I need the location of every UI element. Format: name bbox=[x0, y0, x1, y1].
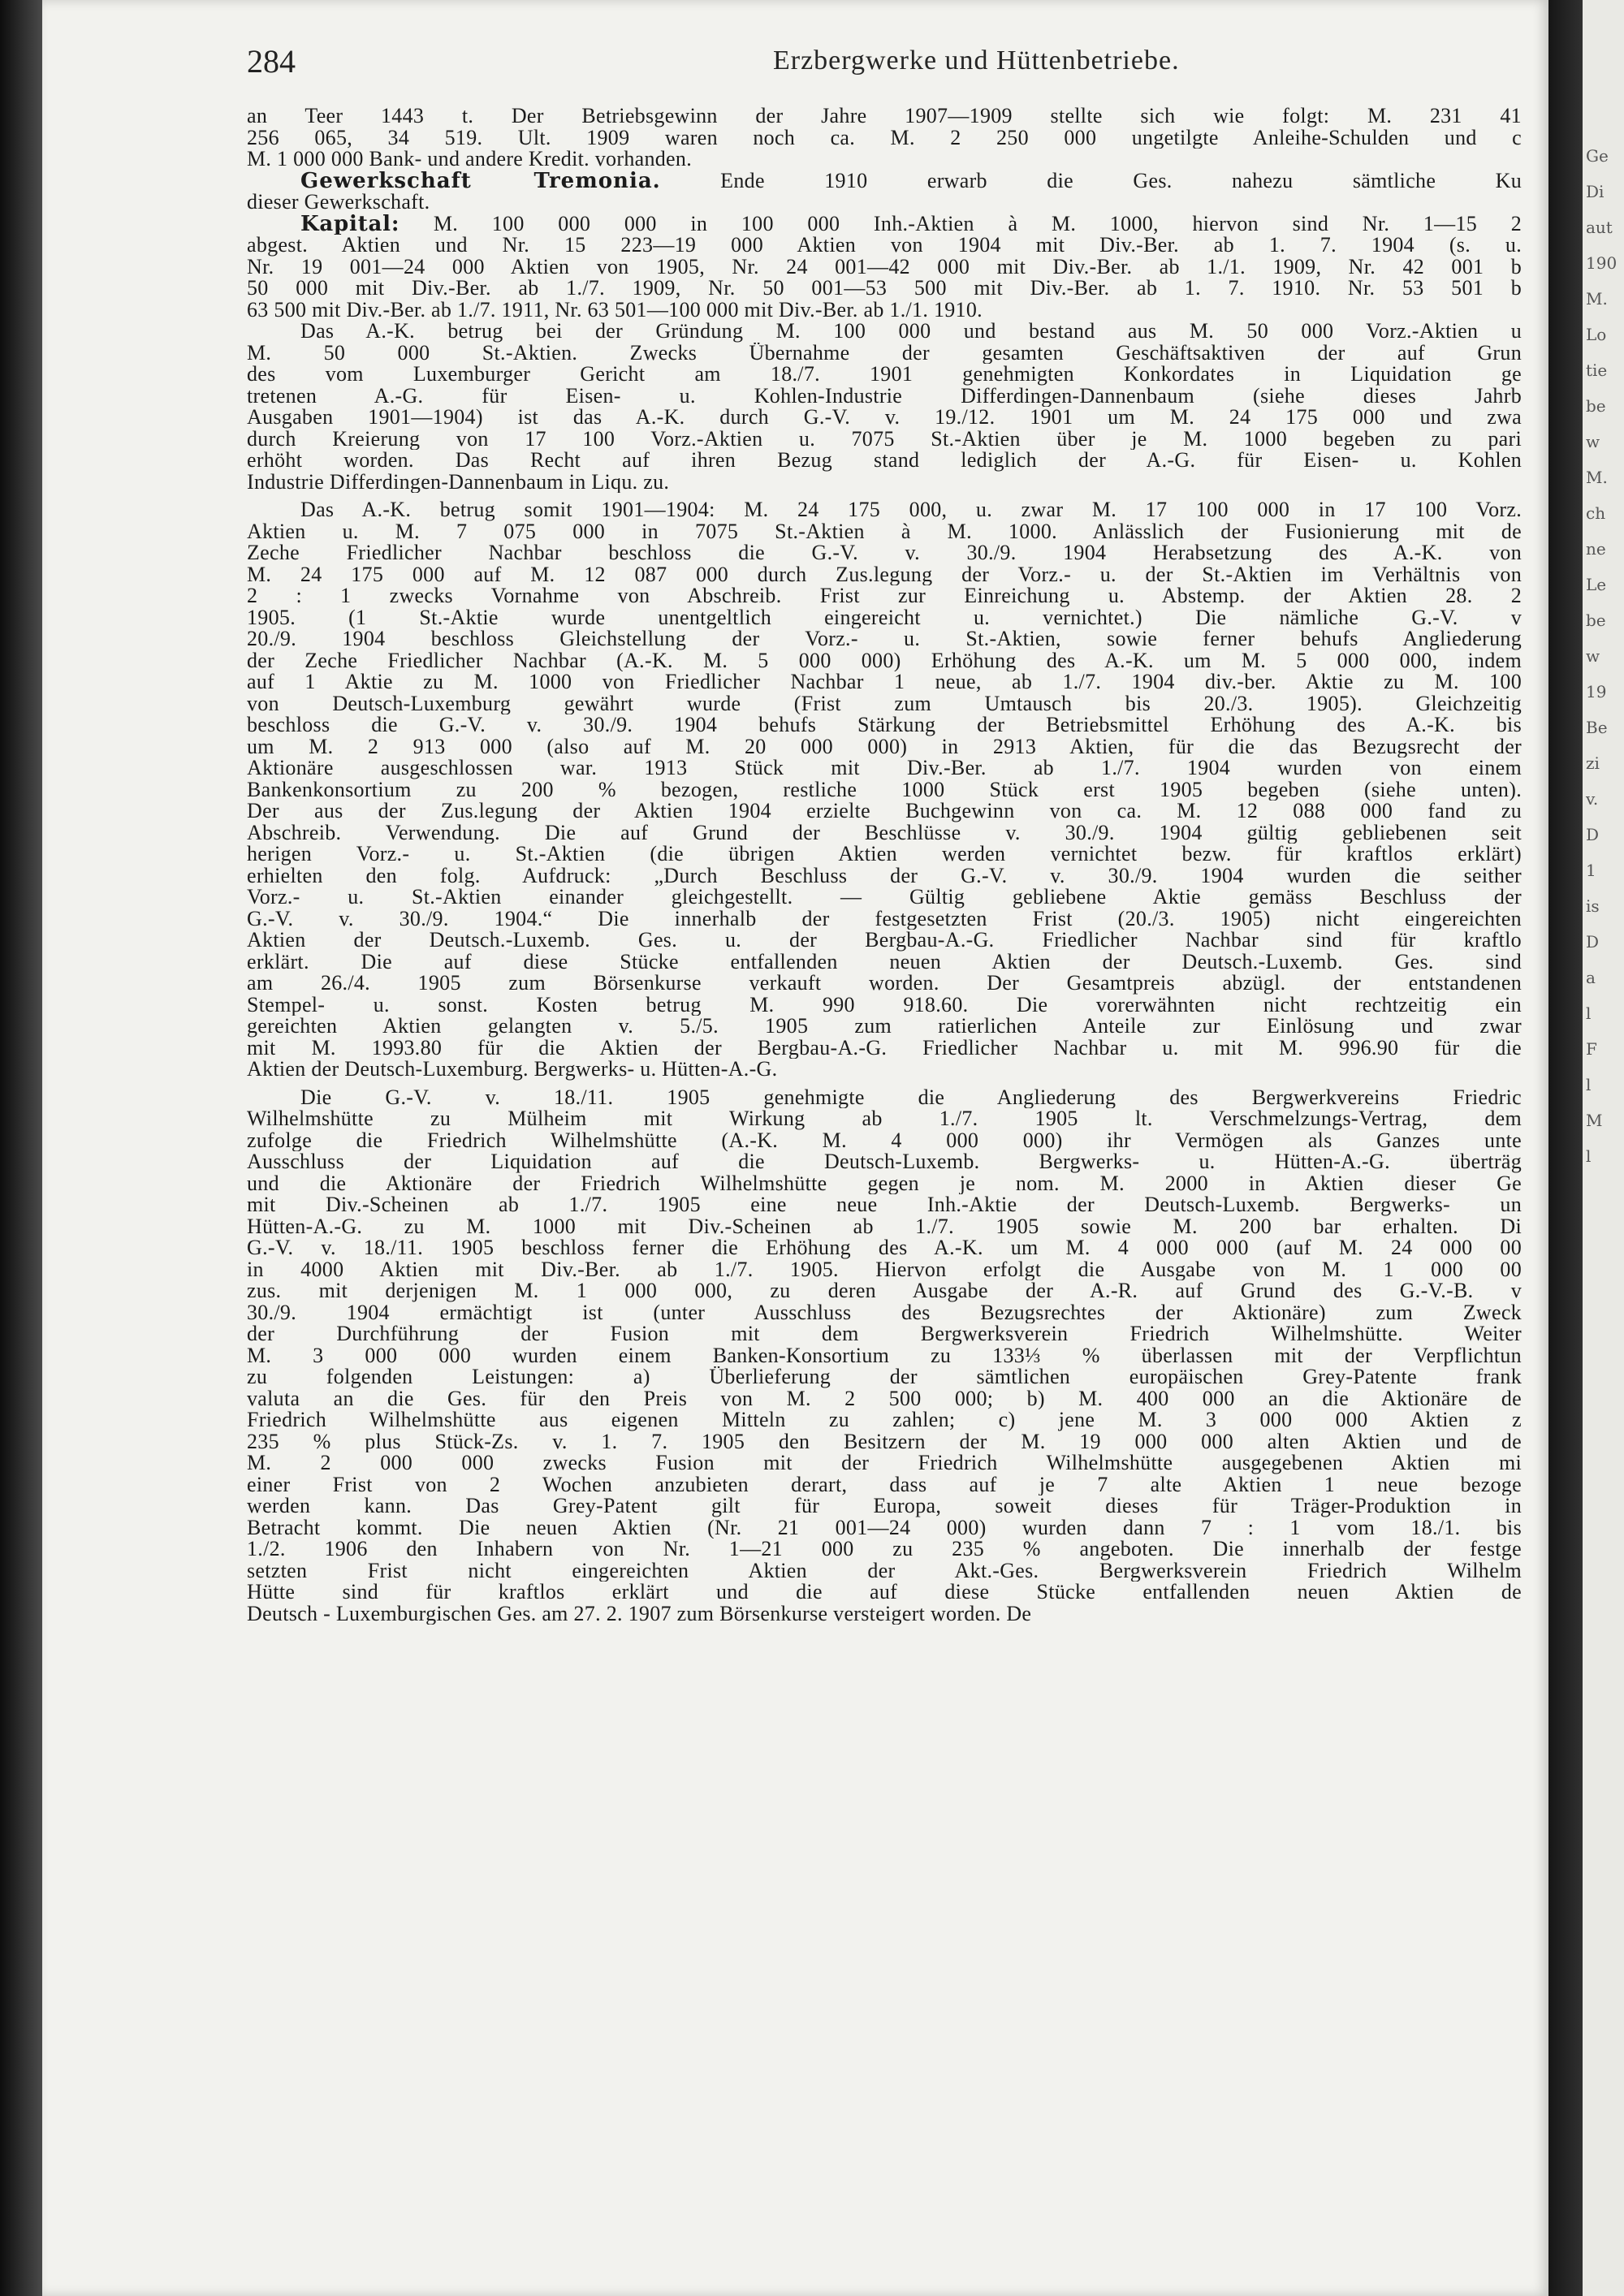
text-line bbox=[247, 170, 1522, 192]
line-text: G.-V. v. 30./9. 1904.“ Die innerhalb der festgesetzten Frist (20./3. 1905) nicht eingereichten bbox=[247, 908, 1522, 930]
edge-fragment: is bbox=[1586, 896, 1600, 916]
text-line bbox=[247, 779, 1522, 801]
running-title: Erzbergwerke und Hüttenbetriebe. bbox=[773, 45, 1180, 76]
paragraph-p3 bbox=[247, 214, 1522, 322]
line-text: M. 2 000 000 zwecks Fusion mit der Friedrich Wilhelmshütte ausgegebenen Aktien mi bbox=[247, 1452, 1522, 1474]
edge-fragment: ne bbox=[1586, 539, 1606, 559]
edge-fragment: a bbox=[1586, 968, 1596, 987]
text-line bbox=[247, 499, 1522, 521]
line-text: 2 : 1 zwecks Vornahme von Abschreib. Frist zur Einreichung u. Abstemp. der Aktien 28. 2 bbox=[247, 585, 1522, 607]
text-line bbox=[247, 1388, 1522, 1410]
text-line bbox=[247, 450, 1522, 472]
text-line bbox=[247, 1409, 1522, 1431]
text-line bbox=[247, 952, 1522, 973]
line-text: einer Frist von 2 Wochen anzubieten derart, dass auf je 7 alte Aktien 1 neue bezoge bbox=[247, 1474, 1522, 1495]
page-header bbox=[205, 42, 1528, 83]
line-text: M. 1 000 000 Bank- und andere Kredit. vorhanden. bbox=[247, 149, 692, 170]
text-line bbox=[247, 407, 1522, 429]
text-line bbox=[247, 386, 1522, 408]
line-text: Das A.-K. betrug somit 1901—1904: M. 24 175 000, u. zwar M. 17 100 000 in 17 100 Vorz. bbox=[300, 499, 1522, 521]
text-line bbox=[247, 822, 1522, 844]
edge-fragment: be bbox=[1586, 611, 1606, 630]
edge-fragment: l bbox=[1586, 1075, 1592, 1094]
line-text: mit Div.-Scheinen ab 1./7. 1905 eine neue Inh.-Aktie der Deutsch-Luxemb. Bergwerks- un bbox=[247, 1194, 1522, 1216]
edge-fragment: 190 bbox=[1586, 253, 1618, 273]
text-line bbox=[247, 714, 1522, 736]
line-text: Friedrich Wilhelmshütte aus eigenen Mitteln zu zahlen; c) jene M. 3 000 000 Aktien z bbox=[247, 1409, 1522, 1431]
text-line bbox=[247, 1087, 1522, 1109]
text-line bbox=[247, 1016, 1522, 1038]
line-text: M. 3 000 000 wurden einem Banken-Konsortium zu 133⅓ % überlassen mit der Verpflichtun bbox=[247, 1344, 1522, 1366]
line-text: 256 065, 34 519. Ult. 1909 waren noch ca. M. 2 250 000 ungetilgte Anleihe-Schulden und c bbox=[247, 127, 1522, 149]
run-in-heading: Kapital: bbox=[300, 213, 400, 235]
line-text: am 26./4. 1905 zum Börsenkurse verkauft worden. Der Gesamtpreis abzügl. der entstandenen bbox=[247, 973, 1522, 995]
line-text: Industrie Differdingen-Dannenbaum in Liqu. zu. bbox=[247, 471, 670, 493]
scanned-page bbox=[42, 0, 1548, 2296]
line-text: Ausschluss der Liquidation auf die Deutsch-Luxemb. Bergwerks- u. Hütten-A.-G. überträg bbox=[247, 1151, 1522, 1173]
line-text: Vorz.- u. St.-Aktien einander gleichgestellt. — Gültig gebliebene Aktie gemäss Beschluss der bbox=[247, 887, 1522, 908]
text-line bbox=[247, 1366, 1522, 1388]
text-line bbox=[247, 1345, 1522, 1367]
line-text: gereichten Aktien gelangten v. 5./5. 1905 zum ratierlichen Anteile zur Einlösung und zwar bbox=[247, 1016, 1522, 1038]
text-line bbox=[247, 607, 1522, 629]
line-text: um M. 2 913 000 (also auf M. 20 000 000) in 2913 Aktien, für die das Bezugsrecht der bbox=[247, 736, 1522, 757]
line-text: Deutsch - Luxemburgischen Ges. am 27. 2. 1907 zum Börsenkurse versteigert worden. De bbox=[247, 1603, 1032, 1625]
text-line bbox=[247, 1517, 1522, 1539]
line-text: Aktionäre ausgeschlossen war. 1913 Stück mit Div.-Ber. ab 1./7. 1904 wurden von einem bbox=[247, 757, 1522, 779]
paragraph-p2 bbox=[247, 170, 1522, 214]
line-text: beschloss die G.-V. v. 30./9. 1904 behufs Stärkung der Betriebsmittel Erhöhung des A.-K. bis bbox=[247, 714, 1522, 736]
edge-fragment: Le bbox=[1586, 575, 1607, 594]
line-text: 1./2. 1906 den Inhabern von Nr. 1—21 000 zu 235 % angeboten. Die innerhalb der festge bbox=[247, 1539, 1522, 1560]
line-text: werden kann. Das Grey-Patent gilt für Europa, soweit dieses für Träger-Produktion in bbox=[247, 1495, 1522, 1517]
line-text: in 4000 Aktien mit Div.-Ber. ab 1./7. 1905. Hiervon erfolgt die Ausgabe von M. 1 000 00 bbox=[247, 1258, 1522, 1280]
line-text: M. 24 175 000 auf M. 12 087 000 durch Zus.legung der Vorz.- u. der St.-Aktien im Verhältnis von bbox=[247, 563, 1522, 585]
line-text: tretenen A.-G. für Eisen- u. Kohlen-Industrie Differdingen-Dannenbaum (siehe dieses Jahrb bbox=[247, 385, 1522, 407]
text-line bbox=[247, 1603, 1522, 1625]
line-text: 1905. (1 St.-Aktie wurde unentgeltlich eingereicht u. vernichtet.) Die nämliche G.-V. v bbox=[247, 606, 1522, 628]
edge-fragment: l bbox=[1586, 1146, 1592, 1166]
text-line bbox=[247, 1474, 1522, 1496]
line-text: herigen Vorz.- u. St.-Aktien (die übrigen Aktien werden vernichtet bezw. für kraftlos erklärt) bbox=[247, 844, 1522, 865]
text-line bbox=[247, 995, 1522, 1016]
text-line bbox=[247, 257, 1522, 278]
line-text: dieser Gewerkschaft. bbox=[247, 192, 430, 214]
line-text: valuta an die Ges. für den Preis von M. 2 500 000; b) M. 400 000 an die Aktionäre de bbox=[247, 1388, 1522, 1409]
paragraph-p1 bbox=[247, 106, 1522, 170]
text-line bbox=[247, 801, 1522, 822]
edge-fragment: l bbox=[1586, 1003, 1592, 1023]
line-text: Abschreib. Verwendung. Die auf Grund der Beschlüsse v. 30./9. 1904 gültig gebliebenen seit bbox=[247, 822, 1522, 844]
line-text: Bankenkonsortium zu 200 % bezogen, restliche 1000 Stück erst 1905 begeben (siehe unten). bbox=[247, 779, 1522, 801]
edge-fragment: 19 bbox=[1586, 682, 1607, 701]
edge-fragment: w bbox=[1586, 432, 1600, 451]
edge-fragment: Di bbox=[1586, 182, 1605, 201]
line-text: Zeche Friedlicher Nachbar beschloss die G.-V. v. 30./9. 1904 Herabsetzung des A.-K. von bbox=[247, 542, 1522, 564]
line-text: M. 100 000 000 in 100 000 Inh.-Aktien à M. 1000, hiervon sind Nr. 1—15 2 bbox=[400, 213, 1522, 235]
text-line bbox=[247, 1582, 1522, 1603]
line-text: erklärt. Die auf diese Stücke entfallenden neuen Aktien der Deutsch.-Luxemb. Ges. sind bbox=[247, 951, 1522, 973]
line-text: Ausgaben 1901—1904) ist das A.-K. durch G.-V. v. 19./12. 1901 um M. 24 175 000 und zwa bbox=[247, 407, 1522, 429]
text-line bbox=[247, 214, 1522, 235]
line-text: abgest. Aktien und Nr. 15 223—19 000 Aktien von 1904 mit Div.-Ber. ab 1. 7. 1904 (s. u. bbox=[247, 235, 1522, 257]
text-line bbox=[247, 192, 1522, 214]
text-line bbox=[247, 736, 1522, 758]
text-line bbox=[247, 585, 1522, 607]
text-line bbox=[247, 1280, 1522, 1302]
adjacent-page-edge bbox=[1583, 0, 1624, 2296]
edge-fragment: Be bbox=[1586, 718, 1608, 737]
text-line bbox=[247, 693, 1522, 715]
line-text: mit M. 1993.80 für die Aktien der Bergbau-A.-G. Friedlicher Nachbar u. mit M. 996.90 für die bbox=[247, 1037, 1522, 1059]
text-line bbox=[247, 1431, 1522, 1453]
text-line bbox=[247, 1259, 1522, 1281]
text-line bbox=[247, 671, 1522, 693]
line-text: durch Kreierung von 17 100 Vorz.-Aktien u. 7075 St.-Aktien über je M. 1000 begeben zu pari bbox=[247, 428, 1522, 450]
text-line bbox=[247, 1237, 1522, 1259]
edge-fragment: D bbox=[1586, 825, 1600, 844]
edge-fragment: v. bbox=[1586, 789, 1599, 809]
line-text: auf 1 Aktie zu M. 1000 von Friedlicher Nachbar 1 neue, ab 1./7. 1904 div.-ber. Aktie zu M. 100 bbox=[247, 671, 1522, 693]
line-text: G.-V. v. 18./11. 1905 beschloss ferner die Erhöhung des A.-K. um M. 4 000 000 (auf M. 24 000 00 bbox=[247, 1237, 1522, 1259]
edge-fragment: D bbox=[1586, 932, 1600, 952]
text-line bbox=[247, 1452, 1522, 1474]
text-line bbox=[247, 1194, 1522, 1216]
line-text: von Deutsch-Luxemburg gewährt wurde (Frist zum Umtausch bis 20./3. 1905). Gleichzeitig bbox=[247, 693, 1522, 714]
page-number: 284 bbox=[247, 43, 296, 80]
line-text: der Durchführung der Fusion mit dem Bergwerksverein Friedrich Wilhelmshütte. Weiter bbox=[247, 1323, 1522, 1345]
text-line bbox=[247, 930, 1522, 952]
text-line bbox=[247, 973, 1522, 995]
text-line bbox=[247, 521, 1522, 543]
line-text: Betracht kommt. Die neuen Aktien (Nr. 21 001—24 000) wurden dann 7 : 1 vom 18./1. bis bbox=[247, 1517, 1522, 1539]
line-text: Aktien u. M. 7 075 000 in 7075 St.-Aktien à M. 1000. Anlässlich der Fusionierung mit de bbox=[247, 520, 1522, 542]
line-text: 30./9. 1904 ermächtigt ist (unter Ausschluss des Bezugsrechtes der Aktionäre) zum Zweck bbox=[247, 1301, 1522, 1323]
line-text: zus. mit derjenigen M. 1 000 000, zu deren Ausgabe der A.-R. auf Grund des G.-V.-B. v bbox=[247, 1280, 1522, 1302]
text-line bbox=[247, 542, 1522, 564]
edge-fragment: zi bbox=[1586, 753, 1600, 773]
body-text bbox=[247, 106, 1522, 1625]
text-line bbox=[247, 364, 1522, 386]
edge-fragment: aut bbox=[1586, 218, 1613, 237]
text-line bbox=[247, 844, 1522, 865]
text-line bbox=[247, 1302, 1522, 1324]
line-text: an Teer 1443 t. Der Betriebsgewinn der Jahre 1907—1909 stellte sich wie folgt: M. 231 41 bbox=[247, 106, 1522, 127]
edge-fragment: w bbox=[1586, 646, 1600, 666]
text-line bbox=[247, 628, 1522, 650]
text-line bbox=[247, 149, 1522, 170]
line-text: zu folgenden Leistungen: a) Überlieferung der sämtlichen europäischen Grey-Patente frank bbox=[247, 1366, 1522, 1388]
line-text: setzten Frist nicht eingereichten Aktien der Akt.-Ges. Bergwerksverein Friedrich Wilhelm bbox=[247, 1560, 1522, 1582]
text-line bbox=[247, 1059, 1522, 1081]
line-text: erhielten den folg. Aufdruck: „Durch Beschluss der G.-V. v. 30./9. 1904 wurden die seither bbox=[247, 865, 1522, 887]
edge-fragment: tie bbox=[1586, 360, 1608, 380]
paragraph-gap bbox=[247, 1081, 1522, 1087]
edge-fragment: Ge bbox=[1586, 146, 1609, 166]
line-text: 235 % plus Stück-Zs. v. 1. 7. 1905 den Besitzern der M. 19 000 000 alten Aktien und de bbox=[247, 1431, 1522, 1452]
line-text: erhöht worden. Das Recht auf ihren Bezug stand lediglich der A.-G. für Eisen- u. Kohlen bbox=[247, 450, 1522, 472]
line-text: Der aus der Zus.legung der Aktien 1904 erzielte Buchgewinn von ca. M. 12 088 000 fand zu bbox=[247, 801, 1522, 822]
edge-fragment: M bbox=[1586, 1111, 1603, 1130]
text-line bbox=[247, 321, 1522, 343]
text-line bbox=[247, 757, 1522, 779]
text-line bbox=[247, 1151, 1522, 1173]
text-line bbox=[247, 1495, 1522, 1517]
text-line bbox=[247, 564, 1522, 586]
line-text: 50 000 mit Div.-Ber. ab 1./7. 1909, Nr. 50 001—53 500 mit Div.-Ber. ab 1. 7. 1910. Nr. 53 501 b bbox=[247, 278, 1522, 300]
text-line bbox=[247, 1539, 1522, 1560]
text-line bbox=[247, 1323, 1522, 1345]
line-text: Hütten-A.-G. zu M. 1000 mit Div.-Scheinen ab 1./7. 1905 sowie M. 200 bar erhalten. Di bbox=[247, 1215, 1522, 1237]
line-text: Das A.-K. betrug bei der Gründung M. 100 000 und bestand aus M. 50 000 Vorz.-Aktien u bbox=[300, 321, 1522, 343]
line-text: des vom Luxemburger Gericht am 18./7. 1901 genehmigten Konkordates in Liquidation ge bbox=[247, 364, 1522, 386]
page-gutter bbox=[1548, 0, 1583, 2296]
text-line bbox=[247, 1216, 1522, 1238]
text-line bbox=[247, 1108, 1522, 1130]
text-line bbox=[247, 278, 1522, 300]
edge-fragment: ch bbox=[1586, 503, 1606, 523]
line-text: 63 500 mit Div.-Ber. ab 1./7. 1911, Nr. 63 501—100 000 mit Div.-Ber. ab 1./1. 1910. bbox=[247, 299, 983, 321]
edge-fragment: M. bbox=[1586, 289, 1608, 309]
line-text: Die G.-V. v. 18./11. 1905 genehmigte die Angliederung des Bergwerkvereins Friedric bbox=[300, 1086, 1522, 1108]
paragraph-p5 bbox=[247, 499, 1522, 1081]
text-line bbox=[247, 887, 1522, 908]
text-line bbox=[247, 106, 1522, 127]
line-text: der Zeche Friedlicher Nachbar (A.-K. M. 5 000 000) Erhöhung des A.-K. um M. 5 000 000, indem bbox=[247, 650, 1522, 671]
edge-fragment: be bbox=[1586, 396, 1606, 416]
line-text: Hütte sind für kraftlos erklärt und die auf diese Stücke entfallenden neuen Aktien de bbox=[247, 1582, 1522, 1603]
line-text: Aktien der Deutsch.-Luxemb. Ges. u. der Bergbau-A.-G. Friedlicher Nachbar sind für kraftlo bbox=[247, 930, 1522, 952]
line-text: 20./9. 1904 beschloss Gleichstellung der Vorz.- u. St.-Aktien, sowie ferner behufs Angliederung bbox=[247, 628, 1522, 650]
edge-fragment: M. bbox=[1586, 468, 1608, 487]
text-line bbox=[247, 127, 1522, 149]
text-line bbox=[247, 1560, 1522, 1582]
text-line bbox=[247, 650, 1522, 672]
edge-fragment: 1 bbox=[1586, 861, 1596, 880]
paragraph-gap bbox=[247, 493, 1522, 499]
line-text: zufolge die Friedrich Wilhelmshütte (A.-K. M. 4 000 000) ihr Vermögen als Ganzes unte bbox=[247, 1129, 1522, 1151]
text-line bbox=[247, 1038, 1522, 1060]
line-text: Aktien der Deutsch-Luxemburg. Bergwerks- u. Hütten-A.-G. bbox=[247, 1059, 778, 1081]
line-text: Stempel- u. sonst. Kosten betrug M. 990 918.60. Die vorerwähnten nicht rechtzeitig ein bbox=[247, 994, 1522, 1016]
line-text: Ende 1910 erwarb die Ges. nahezu sämtliche Ku bbox=[660, 170, 1522, 192]
section-heading: Gewerkschaft Tremonia. bbox=[300, 170, 661, 192]
edge-fragment: Lo bbox=[1586, 325, 1607, 344]
edge-fragment: F bbox=[1586, 1039, 1597, 1059]
paragraph-p4 bbox=[247, 321, 1522, 493]
text-line bbox=[247, 1173, 1522, 1195]
line-text: Wilhelmshütte zu Mülheim mit Wirkung ab 1./7. 1905 lt. Verschmelzungs-Vertrag, dem bbox=[247, 1108, 1522, 1130]
binding-shadow bbox=[0, 0, 42, 2296]
text-line bbox=[247, 1130, 1522, 1152]
text-line bbox=[247, 429, 1522, 451]
paragraph-p6 bbox=[247, 1087, 1522, 1625]
text-line bbox=[247, 908, 1522, 930]
text-line bbox=[247, 472, 1522, 494]
line-text: und die Aktionäre der Friedrich Wilhelmshütte gegen je nom. M. 2000 in Aktien dieser Ge bbox=[247, 1172, 1522, 1194]
text-line bbox=[247, 865, 1522, 887]
line-text: Nr. 19 001—24 000 Aktien von 1905, Nr. 24 001—42 000 mit Div.-Ber. ab 1./1. 1909, Nr. 42 001 b bbox=[247, 256, 1522, 278]
text-line bbox=[247, 235, 1522, 257]
text-line bbox=[247, 343, 1522, 365]
text-line bbox=[247, 300, 1522, 322]
line-text: M. 50 000 St.-Aktien. Zwecks Übernahme der gesamten Geschäftsaktiven der auf Grun bbox=[247, 342, 1522, 364]
